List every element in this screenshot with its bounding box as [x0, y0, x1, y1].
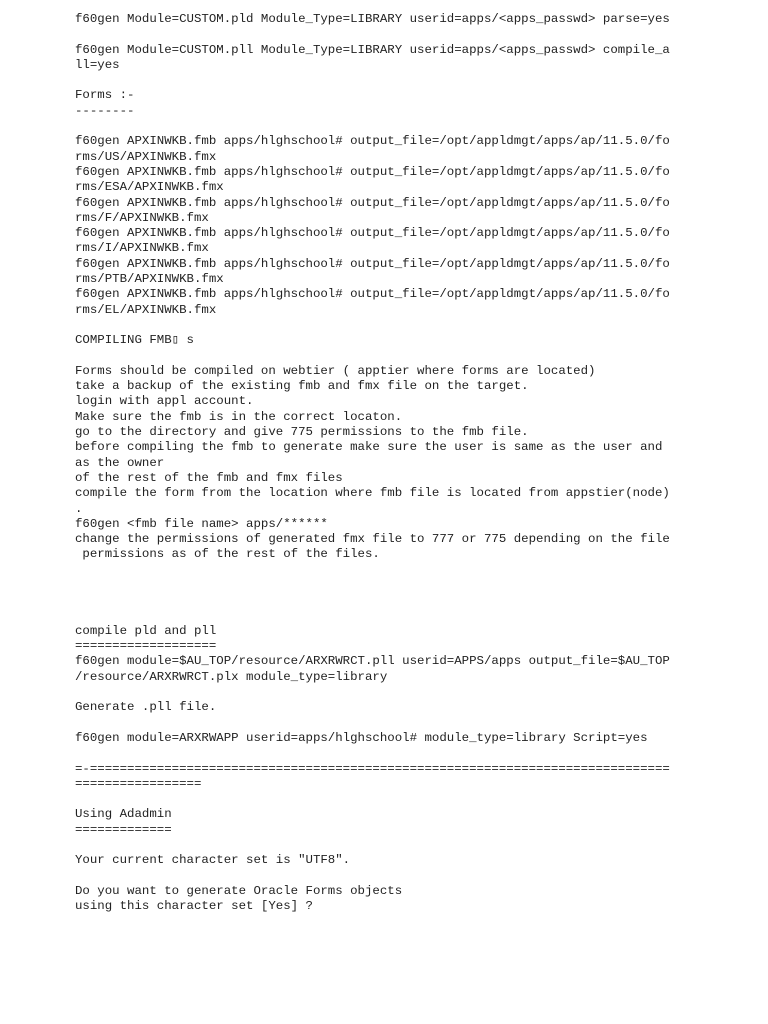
text-line: COMPILING FMB▯ s: [75, 333, 194, 348]
text-line: using this character set [Yes] ?: [75, 899, 313, 914]
text-line: login with appl account.: [75, 394, 254, 409]
text-line: as the owner: [75, 455, 165, 470]
text-line: rms/US/APXINWKB.fmx: [75, 149, 217, 164]
text-line: permissions as of the rest of the files.: [75, 547, 380, 562]
blank-line: [75, 318, 675, 333]
text-line: =-==============================================================================: [75, 761, 670, 776]
text-line: Forms should be compiled on webtier ( apptier where forms are located): [75, 363, 596, 378]
text-line: f60gen APXINWKB.fmb apps/hlghschool# output_file=/opt/appldmgt/apps/ap/11.5.0/fo: [75, 134, 670, 149]
text-line: =================: [75, 776, 202, 791]
text-line: compile pld and pll: [75, 623, 217, 638]
blank-line: [75, 685, 675, 700]
text-line: ll=yes: [75, 57, 120, 72]
text-line: change the permissions of generated fmx file to 777 or 775 depending on the file: [75, 532, 670, 547]
blank-line: [75, 746, 675, 761]
text-line: f60gen <fmb file name> apps/******: [75, 516, 328, 531]
blank-line: [75, 349, 675, 364]
text-line: rms/PTB/APXINWKB.fmx: [75, 272, 224, 287]
text-line: =============: [75, 822, 172, 837]
text-line: Using Adadmin: [75, 807, 172, 822]
blank-line: [75, 563, 675, 578]
text-line: f60gen APXINWKB.fmb apps/hlghschool# output_file=/opt/appldmgt/apps/ap/11.5.0/fo: [75, 195, 670, 210]
text-line: compile the form from the location where fmb file is located from appstier(node): [75, 486, 670, 501]
blank-line: [75, 73, 675, 88]
text-line: before compiling the fmb to generate make sure the user is same as the user and: [75, 440, 663, 455]
text-line: go to the directory and give 775 permissions to the fmb file.: [75, 425, 529, 440]
text-line: f60gen module=$AU_TOP/resource/ARXRWRCT.pll userid=APPS/apps output_file=$AU_TOP: [75, 654, 670, 669]
text-line: .: [75, 501, 83, 516]
text-line: Forms :-: [75, 88, 135, 103]
blank-line: [75, 593, 675, 608]
text-line: Do you want to generate Oracle Forms objects: [75, 883, 403, 898]
text-line: f60gen APXINWKB.fmb apps/hlghschool# output_file=/opt/appldmgt/apps/ap/11.5.0/fo: [75, 287, 670, 302]
text-line: Make sure the fmb is in the correct locaton.: [75, 409, 403, 424]
text-line: take a backup of the existing fmb and fmx file on the target.: [75, 379, 529, 394]
blank-line: [75, 716, 675, 731]
text-line: f60gen APXINWKB.fmb apps/hlghschool# output_file=/opt/appldmgt/apps/ap/11.5.0/fo: [75, 226, 670, 241]
text-line: --------: [75, 103, 135, 118]
text-line: rms/I/APXINWKB.fmx: [75, 241, 209, 256]
text-line: of the rest of the fmb and fmx files: [75, 470, 343, 485]
blank-line: [75, 27, 675, 42]
text-line: ===================: [75, 639, 217, 654]
text-line: rms/F/APXINWKB.fmx: [75, 210, 209, 225]
text-line: Your current character set is "UTF8".: [75, 853, 351, 868]
text-line: /resource/ARXRWRCT.plx module_type=library: [75, 669, 388, 684]
text-line: Generate .pll file.: [75, 700, 217, 715]
text-line: f60gen module=ARXRWAPP userid=apps/hlghschool# module_type=library Script=yes: [75, 730, 648, 745]
blank-line: [75, 119, 675, 134]
blank-line: [75, 838, 675, 853]
text-line: f60gen Module=CUSTOM.pld Module_Type=LIBRARY userid=apps/<apps_passwd> parse=yes: [75, 12, 670, 26]
text-line: rms/EL/APXINWKB.fmx: [75, 302, 217, 317]
blank-line: [75, 578, 675, 593]
text-line: rms/ESA/APXINWKB.fmx: [75, 180, 224, 195]
text-line: f60gen APXINWKB.fmb apps/hlghschool# output_file=/opt/appldmgt/apps/ap/11.5.0/fo: [75, 256, 670, 271]
blank-line: [75, 869, 675, 884]
text-line: f60gen APXINWKB.fmb apps/hlghschool# output_file=/opt/appldmgt/apps/ap/11.5.0/fo: [75, 164, 670, 179]
blank-line: [75, 792, 675, 807]
document-text: [75, 12, 675, 915]
text-line: f60gen Module=CUSTOM.pll Module_Type=LIBRARY userid=apps/<apps_passwd> compile_a: [75, 42, 670, 57]
blank-line: [75, 609, 675, 624]
